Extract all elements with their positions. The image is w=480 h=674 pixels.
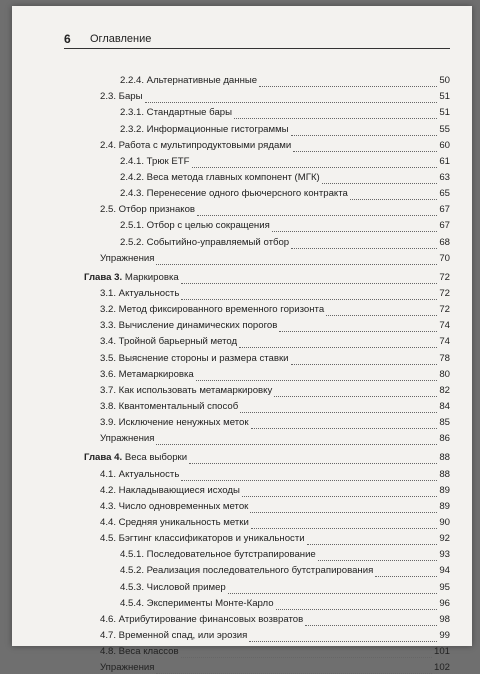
toc-page-number: 63 xyxy=(439,171,450,183)
toc-entry-label: 2.3.1. Стандартные бары xyxy=(120,107,233,119)
toc-entry xyxy=(64,87,450,103)
toc-entry xyxy=(64,626,450,642)
toc-chapter-entry xyxy=(64,268,450,284)
dot-leader xyxy=(250,502,437,513)
toc-entry xyxy=(64,348,450,364)
toc-entry-label: 3.6. Метамаркировка xyxy=(100,368,194,380)
dot-leader xyxy=(242,486,437,497)
toc-entry xyxy=(64,316,450,332)
dot-leader xyxy=(249,631,437,642)
toc-entry-label: 4.1. Актуальность xyxy=(100,468,180,480)
toc-page-number: 102 xyxy=(433,662,450,674)
toc-page-number: 101 xyxy=(433,646,450,658)
toc-page-number: 82 xyxy=(439,384,450,396)
toc-page-number: 67 xyxy=(439,220,450,232)
toc-page-number: 88 xyxy=(439,468,450,480)
toc-page-number: 67 xyxy=(439,204,450,216)
toc-page-number: 61 xyxy=(439,155,450,167)
toc-page-number: 51 xyxy=(439,107,450,119)
book-page xyxy=(12,6,472,674)
toc-entry xyxy=(64,365,450,381)
toc-page-number: 72 xyxy=(439,271,450,283)
toc-entry-label: 4.5.1. Последовательное бутстрапирование xyxy=(120,549,316,561)
toc-entry-label: 3.4. Тройной барьерный метод xyxy=(100,336,238,348)
dot-leader xyxy=(251,418,438,429)
toc-entry xyxy=(64,136,450,152)
toc-page-number: 90 xyxy=(439,516,450,528)
toc-entry-label: 2.3. Бары xyxy=(100,91,143,103)
toc-entry-label: 2.4.3. Перенесение одного фьючерсного контракта xyxy=(120,188,348,200)
dot-leader xyxy=(181,289,437,300)
toc-entry xyxy=(64,300,450,316)
chapter-title: Веса выборки xyxy=(124,452,188,464)
dot-leader xyxy=(375,566,437,577)
toc-page-number: 60 xyxy=(439,139,450,151)
toc-page-number: 85 xyxy=(439,417,450,429)
toc-entry-label: 2.4. Работа с мультипродуктовыми рядами xyxy=(100,139,292,151)
toc-entry-label: 2.2.4. Альтернативные данные xyxy=(120,75,258,87)
toc-entry xyxy=(64,168,450,184)
toc-entry xyxy=(64,594,450,610)
page-header xyxy=(64,28,450,49)
toc-entry-label: 2.5.1. Отбор с целью сокращения xyxy=(120,220,270,232)
toc-chapter-entry xyxy=(64,448,450,464)
toc-entry-label: 3.1. Актуальность xyxy=(100,287,180,299)
dot-leader xyxy=(350,189,437,200)
dot-leader xyxy=(307,534,438,545)
dot-leader xyxy=(274,386,437,397)
dot-leader xyxy=(156,663,432,674)
toc-entry xyxy=(64,381,450,397)
dot-leader xyxy=(156,434,437,445)
toc-entry-label: 4.5.2. Реализация последовательного бутстрапирования xyxy=(120,565,374,577)
toc-page-number: 70 xyxy=(439,252,450,264)
dot-leader xyxy=(181,273,438,284)
toc-entry-label: 2.4.2. Веса метода главных компонент (МГК) xyxy=(120,171,320,183)
toc-page-number: 72 xyxy=(439,287,450,299)
toc-entry-label: 4.7. Временной спад, или эрозия xyxy=(100,629,248,641)
toc-page-number: 88 xyxy=(439,452,450,464)
toc-page-number: 84 xyxy=(439,400,450,412)
dot-leader xyxy=(305,615,437,626)
dot-leader xyxy=(291,238,437,249)
dot-leader xyxy=(291,125,438,136)
dot-leader xyxy=(145,92,438,103)
dot-leader xyxy=(272,221,438,232)
dot-leader xyxy=(192,157,438,168)
toc-entry-label: 4.8. Веса классов xyxy=(100,646,179,658)
toc-entry xyxy=(64,481,450,497)
toc-page-number: 89 xyxy=(439,484,450,496)
toc-entry xyxy=(64,464,450,480)
toc-entry-label: 2.5.2. Событийно-управляемый отбор xyxy=(120,236,290,248)
dot-leader xyxy=(234,108,437,119)
toc-page-number: 92 xyxy=(439,533,450,545)
dot-leader xyxy=(189,453,437,464)
toc-entry-label: 3.3. Вычисление динамических порогов xyxy=(100,320,278,332)
toc-page-number: 94 xyxy=(439,565,450,577)
toc-entry xyxy=(64,103,450,119)
toc-entry xyxy=(64,413,450,429)
toc-entry-label: 2.5. Отбор признаков xyxy=(100,204,196,216)
toc-entry xyxy=(64,200,450,216)
toc-page-number: 78 xyxy=(439,352,450,364)
toc-entry xyxy=(64,249,450,265)
toc-entry-label: 4.5. Бэгтинг классификаторов и уникальности xyxy=(100,533,305,545)
toc-entry xyxy=(64,216,450,232)
dot-leader xyxy=(239,337,437,348)
toc-page-number: 86 xyxy=(439,433,450,445)
chapter-number: Глава 4. xyxy=(84,452,123,464)
toc-entry-label: 4.6. Атрибутирование финансовых возвратов xyxy=(100,613,304,625)
toc-entry xyxy=(64,429,450,445)
dot-leader xyxy=(322,173,438,184)
toc-entry-label: 3.5. Выяснение стороны и размера ставки xyxy=(100,352,289,364)
page-number: 6 xyxy=(64,32,71,46)
toc-entry xyxy=(64,529,450,545)
toc-entry-label: 3.9. Исключение ненужных меток xyxy=(100,417,249,429)
dot-leader xyxy=(196,370,438,381)
toc-page-number: 72 xyxy=(439,304,450,316)
running-title: Оглавление xyxy=(90,33,152,45)
toc-page-number: 65 xyxy=(439,188,450,200)
toc-entry xyxy=(64,332,450,348)
toc-entry xyxy=(64,284,450,300)
toc-entry-label: 3.8. Квантоментальный способ xyxy=(100,400,239,412)
toc-entry-label xyxy=(84,272,179,284)
toc-entry xyxy=(64,577,450,593)
toc-entry-label: 4.5.4. Эксперименты Монте-Карло xyxy=(120,597,274,609)
dot-leader xyxy=(240,402,437,413)
toc-page-number: 80 xyxy=(439,368,450,380)
toc-page-number: 50 xyxy=(439,75,450,87)
dot-leader xyxy=(156,254,437,265)
toc-page-number: 95 xyxy=(439,581,450,593)
toc-entry-label: 2.3.2. Информационные гистограммы xyxy=(120,123,289,135)
toc-page-number: 89 xyxy=(439,500,450,512)
toc-entry-label: 3.7. Как использовать метамаркировку xyxy=(100,384,273,396)
toc-entry xyxy=(64,71,450,87)
dot-leader xyxy=(181,470,437,481)
toc-page-number: 74 xyxy=(439,320,450,332)
toc-entry xyxy=(64,119,450,135)
toc-entry xyxy=(64,610,450,626)
dot-leader xyxy=(279,321,437,332)
toc-page-number: 51 xyxy=(439,91,450,103)
toc-entry-label: 3.2. Метод фиксированного временного горизонта xyxy=(100,304,325,316)
toc-entry-label: Упражнения xyxy=(100,252,155,264)
chapter-title: Маркировка xyxy=(124,271,179,283)
toc-entry xyxy=(64,561,450,577)
dot-leader xyxy=(318,550,438,561)
table-of-contents xyxy=(64,71,450,674)
toc-entry xyxy=(64,513,450,529)
dot-leader xyxy=(326,305,437,316)
toc-entry xyxy=(64,497,450,513)
dot-leader xyxy=(291,354,438,365)
toc-entry xyxy=(64,184,450,200)
toc-entry-label: Упражнения xyxy=(100,662,155,674)
toc-entry xyxy=(64,232,450,248)
toc-page-number: 74 xyxy=(439,336,450,348)
toc-entry-label: 4.3. Число одновременных меток xyxy=(100,500,249,512)
toc-entry-label: 4.5.3. Числовой пример xyxy=(120,581,226,593)
toc-entry xyxy=(64,397,450,413)
dot-leader xyxy=(276,599,438,610)
toc-page-number: 55 xyxy=(439,123,450,135)
dot-leader xyxy=(197,205,437,216)
toc-entry-label: Упражнения xyxy=(100,433,155,445)
toc-entry-label: 2.4.1. Трюк ETF xyxy=(120,155,190,167)
toc-page-number: 98 xyxy=(439,613,450,625)
dot-leader xyxy=(293,141,437,152)
chapter-number: Глава 3. xyxy=(84,271,123,283)
toc-page-number: 99 xyxy=(439,629,450,641)
toc-entry xyxy=(64,545,450,561)
toc-entry xyxy=(64,658,450,674)
toc-page-number: 96 xyxy=(439,597,450,609)
toc-entry-label: 4.2. Накладывающиеся исходы xyxy=(100,484,240,496)
toc-entry-label xyxy=(84,452,187,464)
dot-leader xyxy=(251,518,437,529)
dot-leader xyxy=(259,76,437,87)
toc-entry xyxy=(64,152,450,168)
toc-page-number: 68 xyxy=(439,236,450,248)
toc-page-number: 93 xyxy=(439,549,450,561)
toc-entry-label: 4.4. Средняя уникальность метки xyxy=(100,516,249,528)
dot-leader xyxy=(228,583,438,594)
dot-leader xyxy=(181,647,432,658)
